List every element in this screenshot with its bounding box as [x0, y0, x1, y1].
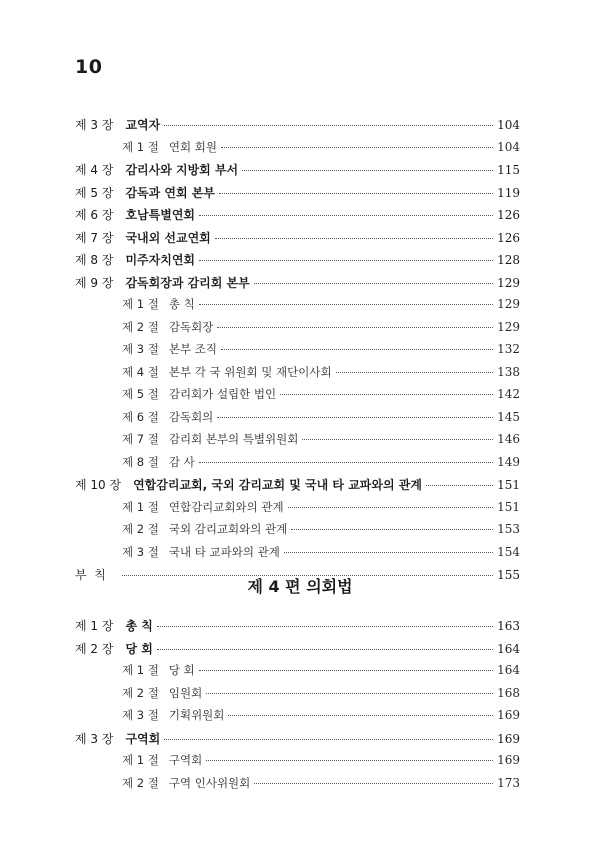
dot-leader [291, 529, 493, 530]
dot-leader [288, 507, 493, 508]
dot-leader [336, 372, 494, 373]
toc-entry-title: 국내 타 교파와의 관계 [168, 544, 280, 559]
dot-leader [199, 260, 493, 261]
toc-section-entry [75, 544, 520, 567]
toc-entry-number: 제 3 장 [75, 118, 114, 132]
toc-entry-page: 169 [497, 753, 520, 767]
toc-entry-page: 104 [497, 139, 520, 154]
toc-entry-number: 부 칙 [75, 568, 106, 582]
toc-section-entry [75, 685, 520, 708]
toc-entry-title: 연회 회원 [168, 139, 217, 154]
toc-section-entry [75, 521, 520, 544]
dot-leader [199, 304, 493, 305]
toc-entry-page: 119 [497, 185, 520, 200]
toc-chapter-entry [75, 161, 520, 184]
toc-entry-page: 129 [497, 297, 520, 311]
toc-entry-number: 제 8 절 [122, 454, 159, 469]
dot-leader [302, 439, 493, 440]
toc-entry-page: 115 [497, 163, 520, 177]
table-of-contents [75, 116, 520, 589]
toc-entry-number: 제 7 절 [122, 432, 159, 446]
toc-chapter-entry [75, 229, 520, 252]
toc-entry-page: 169 [497, 731, 520, 746]
toc-entry-page: 132 [497, 342, 520, 356]
toc-entry-title: 구역회 [125, 731, 161, 746]
toc-entry-title: 감리회가 설립한 법인 [168, 387, 277, 401]
toc-entry-page: 126 [497, 208, 520, 222]
toc-entry-page: 149 [497, 454, 520, 469]
toc-entry-page: 146 [497, 432, 520, 446]
toc-chapter-entry [75, 206, 520, 229]
toc-chapter-entry [75, 274, 520, 297]
toc-entry-title: 당 회 [168, 663, 195, 677]
toc-entry-number: 제 7 장 [75, 230, 114, 245]
part-title: 제 4 편 의회법 [247, 577, 353, 596]
toc-entry-number: 제 1 절 [122, 139, 159, 154]
toc-chapter-entry [75, 730, 520, 753]
toc-entry-page: 155 [497, 568, 520, 582]
toc-entry-title: 감 사 [168, 454, 195, 469]
dot-leader [215, 238, 493, 239]
dot-leader [199, 215, 493, 216]
toc-chapter-entry [75, 251, 520, 274]
toc-entry-number: 제 5 장 [75, 185, 114, 200]
toc-entry-number: 제 1 절 [122, 753, 159, 767]
dot-leader [217, 417, 493, 418]
toc-entry-title: 교역자 [125, 118, 161, 132]
toc-section-entry [75, 139, 520, 162]
toc-entry-number: 제 1 장 [75, 619, 114, 633]
toc-entry-number: 제 2 장 [75, 641, 114, 656]
dot-leader [206, 760, 493, 761]
toc-section-entry [75, 296, 520, 319]
dot-leader [206, 693, 493, 694]
toc-entry-number: 제 4 장 [75, 163, 114, 177]
dot-leader [199, 670, 493, 671]
toc-entry-title: 감독회장과 감리회 본부 [125, 275, 250, 290]
toc-entry-number: 제 6 장 [75, 208, 114, 222]
dot-leader [221, 147, 493, 148]
toc-entry-number: 제 3 절 [122, 342, 159, 356]
toc-entry-title: 구역회 [168, 753, 203, 767]
toc-section-entry [75, 662, 520, 685]
toc-section-entry [75, 454, 520, 477]
toc-entry-title: 감독과 연회 본부 [125, 185, 215, 200]
toc-entry-title: 총 칙 [168, 297, 195, 311]
toc-section-entry [75, 364, 520, 387]
toc-entry-number: 제 3 장 [75, 731, 114, 746]
dot-leader [242, 170, 493, 171]
toc-entry-title: 연합감리교회, 국외 감리교회 및 국내 타 교파와의 관계 [133, 478, 422, 492]
dot-leader [164, 739, 493, 740]
dot-leader [219, 193, 493, 194]
toc-entry-title: 본부 각 국 위원회 및 재단이사회 [168, 364, 332, 379]
dot-leader [254, 783, 493, 784]
toc-entry-title: 연합감리교회와의 관계 [168, 499, 284, 514]
toc-entry-number: 제 4 절 [122, 364, 159, 379]
toc-section-entry [75, 431, 520, 454]
toc-entry-number: 제 2 절 [122, 319, 159, 334]
toc-entry-title: 감리사와 지방회 부서 [125, 163, 239, 177]
toc-entry-title: 국외 감리교회와의 관계 [168, 522, 288, 536]
toc-entry-page: 163 [497, 619, 520, 633]
toc-entry-number: 제 1 절 [122, 499, 159, 514]
toc-entry-page: 169 [497, 708, 520, 722]
toc-chapter-entry [75, 640, 520, 663]
toc-section-entry [75, 341, 520, 364]
dot-leader [280, 394, 493, 395]
toc-entry-number: 제 2 절 [122, 775, 159, 790]
toc-entry-page: 129 [497, 319, 520, 334]
toc-entry-title: 감독회의 [168, 409, 214, 424]
toc-entry-title: 당 회 [125, 641, 153, 656]
toc-entry-page: 164 [497, 641, 520, 656]
toc-entry-number: 제 10 장 [75, 478, 122, 492]
toc-entry-number: 제 5 절 [122, 387, 159, 401]
toc-section-entry [75, 409, 520, 432]
dot-leader [254, 283, 493, 284]
toc-entry-title: 임원회 [168, 685, 203, 700]
dot-leader [426, 485, 493, 486]
toc-entry-number: 제 3 절 [122, 544, 159, 559]
toc-entry-title: 감독회장 [168, 319, 214, 334]
toc-entry-page: 154 [497, 544, 520, 559]
toc-entry-number: 제 2 절 [122, 685, 159, 700]
dot-leader [284, 552, 493, 553]
toc-entry-page: 164 [497, 663, 520, 677]
dot-leader [164, 125, 493, 126]
dot-leader [199, 462, 493, 463]
toc-entry-number: 제 1 절 [122, 663, 159, 677]
toc-entry-page: 142 [497, 387, 520, 401]
toc-entry-title: 구역 인사위원회 [168, 775, 251, 790]
dot-leader [157, 626, 493, 627]
toc-entry-title: 감리회 본부의 특별위원회 [168, 432, 299, 446]
toc-entry-page: 151 [497, 478, 520, 492]
toc-entry-page: 129 [497, 275, 520, 290]
page-number: 10 [75, 56, 103, 78]
dot-leader [217, 327, 493, 328]
toc-chapter-entry [75, 184, 520, 207]
toc-entry-number: 제 6 절 [122, 409, 159, 424]
toc-chapter-entry [75, 476, 520, 499]
toc-section-entry [75, 499, 520, 522]
table-of-contents-part-4 [75, 617, 520, 797]
toc-entry-page: 138 [497, 364, 520, 379]
toc-chapter-entry [75, 617, 520, 640]
toc-entry-title: 기획위원회 [168, 708, 225, 722]
toc-chapter-entry [75, 116, 520, 139]
toc-section-entry [75, 386, 520, 409]
toc-entry-page: 126 [497, 230, 520, 245]
toc-entry-title: 호남특별연회 [125, 208, 196, 222]
toc-entry-page: 168 [497, 685, 520, 700]
toc-entry-title: 국내외 선교연회 [125, 230, 211, 245]
toc-entry-page: 173 [497, 775, 520, 790]
toc-entry-page: 151 [497, 499, 520, 514]
toc-section-entry [75, 752, 520, 775]
dot-leader [221, 349, 493, 350]
toc-entry-number: 제 1 절 [122, 297, 159, 311]
toc-entry-page: 104 [497, 118, 520, 132]
toc-entry-number: 제 9 장 [75, 275, 114, 290]
toc-section-entry [75, 775, 520, 798]
toc-entry-page: 128 [497, 253, 520, 267]
toc-entry-number: 제 2 절 [122, 522, 159, 536]
toc-section-entry [75, 707, 520, 730]
toc-entry-number: 제 3 절 [122, 708, 159, 722]
dot-leader [228, 715, 493, 716]
toc-entry-title: 미주자치연회 [125, 253, 196, 267]
toc-entry-title: 총 칙 [125, 619, 153, 633]
dot-leader [157, 649, 493, 650]
toc-entry-title: 본부 조직 [168, 342, 217, 356]
toc-section-entry [75, 319, 520, 342]
toc-entry-number: 제 8 장 [75, 253, 114, 267]
toc-entry-page: 153 [497, 522, 520, 536]
toc-entry-page: 145 [497, 409, 520, 424]
